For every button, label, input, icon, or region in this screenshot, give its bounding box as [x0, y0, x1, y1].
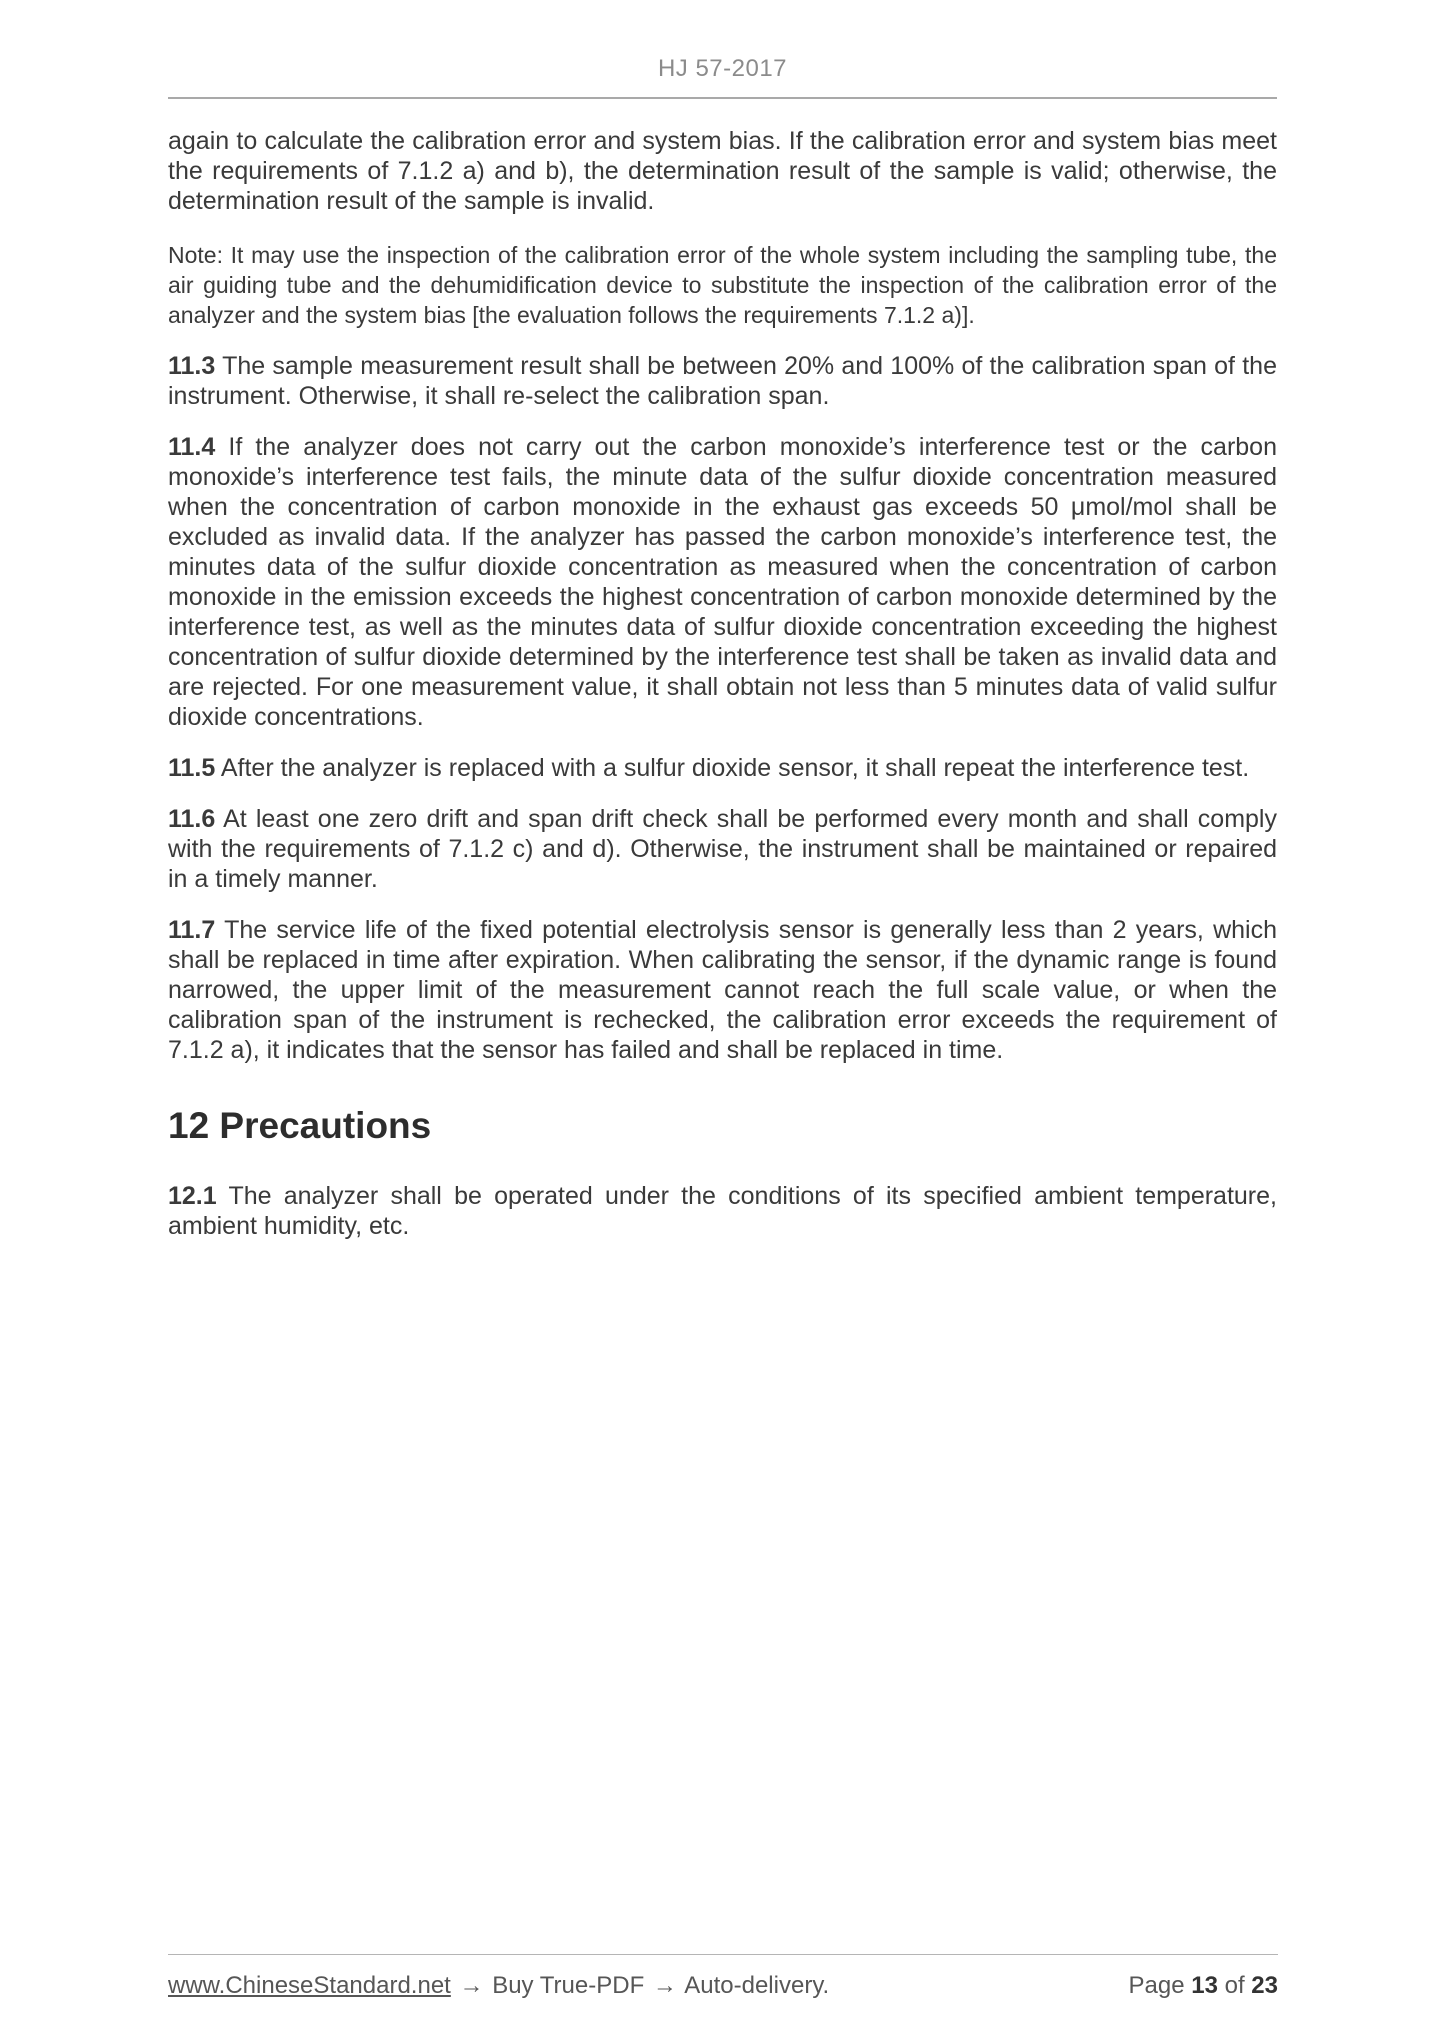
- section-text: If the analyzer does not carry out the carbon monoxide’s interference test or the carbon monoxide’s interference test fails, the minute data of the sulfur dioxide concentration measured when the concentration of carbon monoxide in the exhaust gas exceeds 50 μmol/mol shall be excluded as invalid data. If the analyzer has passed the carbon monoxide’s interference test, the minutes data of the sulfur dioxide concentration as measured when the concentration of carbon monoxide in the emission exceeds the highest concentration of carbon monoxide determined by the interference test, as well as the minutes data of sulfur dioxide concentration exceeding the highest concentration of sulfur dioxide determined by the interference test shall be taken as invalid data and are rejected. For one measurement value, it shall obtain not less than 5 minutes data of valid sulfur dioxide concentrations.: [168, 433, 1277, 731]
- section-text: After the analyzer is replaced with a sulfur dioxide sensor, it shall repeat the interference test.: [220, 754, 1250, 782]
- page-header: [0, 0, 1445, 99]
- section-11-4: [168, 432, 1277, 732]
- page-word: Page: [1128, 1972, 1185, 1999]
- footer-row: [168, 1972, 1278, 2000]
- page-indicator: [1129, 1972, 1279, 2000]
- page-footer: [168, 1954, 1278, 2000]
- section-number: 11.5: [168, 754, 216, 782]
- section-text: The sample measurement result shall be between 20% and 100% of the calibration span of the instrument. Otherwise, it shall re-select the calibration span.: [168, 352, 1277, 410]
- arrow-right-icon: →: [652, 1972, 677, 1999]
- footer-divider: [168, 1954, 1278, 1955]
- section-text: The service life of the fixed potential electrolysis sensor is generally less than 2 years, which shall be replaced in time after expiration. When calibrating the sensor, if the dynamic range is found narrowed, the upper limit of the measurement cannot reach the full scale value, or when the calibration span of the instrument is rechecked, the calibration error exceeds the requirement of 7.1.2 a), it indicates that the sensor has failed and shall be replaced in time.: [168, 916, 1278, 1064]
- footer-link[interactable]: www.ChineseStandard.net: [168, 1972, 451, 1999]
- section-text: At least one zero drift and span drift check shall be performed every month and shall comply with the requirements of 7.1.2 c) and d). Otherwise, the instrument shall be maintained or repaired in a timely manner.: [168, 805, 1277, 893]
- paragraph-note: Note: It may use the inspection of the calibration error of the whole system including the sampling tube, the air guiding tube and the dehumidification device to substitute the inspection of the calibration error of the analyzer and the system bias [the evaluation follows the requirements 7.1.2 a)].: [168, 242, 1277, 328]
- footer-info: [168, 1972, 829, 2000]
- page-current: 13: [1191, 1972, 1218, 1999]
- section-number: 11.6: [168, 805, 216, 833]
- section-11-7: [168, 915, 1277, 1065]
- section-11-6: [168, 804, 1277, 894]
- arrow-right-icon: →: [459, 1972, 484, 1999]
- section-number: 11.7: [168, 916, 216, 944]
- footer-delivery-label: Auto-delivery.: [684, 1972, 830, 1999]
- section-11-5: [168, 753, 1277, 783]
- section-number: 12.1: [168, 1182, 217, 1210]
- paragraph-intro: again to calculate the calibration error and system bias. If the calibration error and system bias meet the requirements of 7.1.2 a) and b), the determination result of the sample is valid; otherwise, the determination result of the sample is invalid.: [168, 127, 1277, 215]
- section-number: 11.4: [168, 433, 216, 461]
- section-11-3: [168, 351, 1277, 411]
- of-word: of: [1224, 1972, 1245, 1999]
- document-body: [0, 99, 1445, 1241]
- page-total: 23: [1251, 1972, 1278, 1999]
- heading-precautions: 12 Precautions: [168, 1105, 432, 1146]
- section-number: 11.3: [168, 352, 216, 380]
- section-12-1: [168, 1181, 1277, 1241]
- section-text: The analyzer shall be operated under the conditions of its specified ambient temperature, ambient humidity, etc.: [168, 1182, 1277, 1240]
- footer-buy-label: Buy True-PDF: [492, 1972, 645, 1999]
- document-code: HJ 57-2017: [657, 55, 788, 82]
